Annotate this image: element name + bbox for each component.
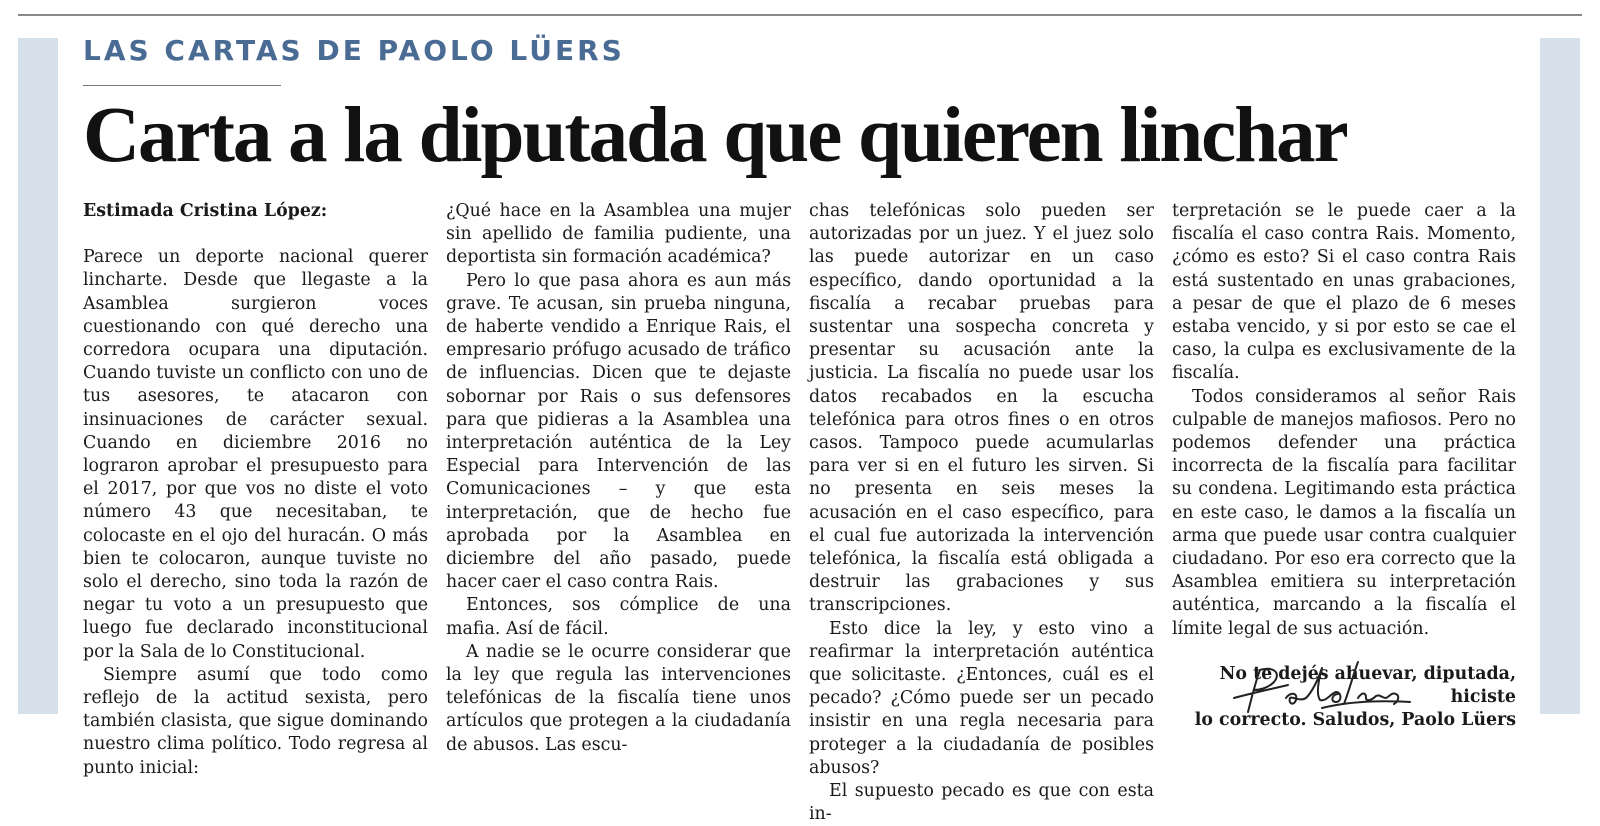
headline: Carta a la diputada que quieren linchar	[83, 92, 1347, 179]
signoff-line: No te dejés ahuevar, diputada, hiciste	[1219, 663, 1516, 708]
right-side-band	[1540, 38, 1580, 714]
top-rule	[18, 14, 1582, 16]
article-column-2	[446, 200, 791, 757]
paragraph: A nadie se le ocurre considerar que la ley que regula las intervenciones telefónicas de la fiscalía tiene unos artículos que protegen a la ciudadanía de abusos. Las escu-	[446, 641, 791, 755]
signoff-line: lo correcto. Saludos, Paolo Lüers	[1194, 710, 1516, 731]
handwritten-signature	[1226, 652, 1416, 722]
paragraph: chas telefónicas solo pueden ser autorizadas por un juez. Y el juez solo las puede autorizar en un caso específico, dando oportunidad a la fiscalía a recabar pruebas para sustentar una sospecha concreta y presentar su acusación ante la justicia. La fiscalía no puede usar los datos recabados en la escucha telefónica para otros fines o en otros casos. Tampoco puede acumularlas para ver si en el futuro les sirven. Si no presenta en seis meses la acusación en el caso específico, para el cual fue autorizada la intervención telefónica, la fiscalía está obligada a destruir las grabaciones y sus transcripciones.	[809, 201, 1154, 616]
paragraph: El supuesto pecado es que con esta in-	[809, 781, 1154, 825]
salutation: Estimada Cristina López:	[83, 201, 328, 221]
article-column-3	[809, 200, 1154, 826]
paragraph: Entonces, sos cómplice de una mafia. Así de fácil.	[446, 595, 791, 639]
article-column-1	[83, 200, 428, 780]
section-label: LAS CARTAS DE PAOLO LÜERS	[83, 34, 625, 67]
paragraph: terpretación se le puede caer a la fiscalía el caso contra Rais. Momento, ¿cómo es esto? Si el caso contra Rais está sustentado en unas grabaciones, a pesar de que el plazo de 6 meses estaba vencido, y si por esto se cae el caso, la culpa es exclusivamente de la fiscalía.	[1172, 201, 1516, 384]
paragraph: Siempre asumí que todo como reflejo de la actitud sexista, pero también clasista, que sigue dominando nuestro clima político. Todo regresa al punto inicial:	[83, 664, 428, 778]
left-side-band	[18, 38, 58, 714]
paragraph: Esto dice la ley, y esto vino a reafirmar la interpretación auténtica que solicitaste. ¿Entonces, cuál es el pecado? ¿Cómo puede ser un pecado insistir en una regla necesaria para proteger a la ciudadanía de posibles abusos?	[809, 618, 1154, 778]
paragraph: ¿Qué hace en la Asamblea una mujer sin apellido de familia pudiente, una deportista sin formación académica?	[446, 201, 791, 268]
paragraph: Todos consideramos al señor Rais culpable de manejos mafiosos. Pero no podemos defender una práctica incorrecta de la fiscalía para facilitar su condena. Legitimando esta práctica en este caso, le damos a la fiscalía un arma que puede usar contra cualquier ciudadano. Por eso era correcto que la Asamblea emitiera su interpretación auténtica, marcando a la fiscalía el límite legal de sus actuación.	[1172, 386, 1516, 639]
paragraph: Parece un deporte nacional querer lincharte. Desde que llegaste a la Asamblea surgieron voces cuestionando con qué derecho una corredora ocupara una diputación. Cuando tuviste un conflicto con uno de tus asesores, te atacaron con insinuaciones de carácter sexual. Cuando en diciembre 2016 no lograron aprobar el presupuesto para el 2017, por que vos no diste el voto número 43 que necesitaban, te colocaste en el ojo del huracán. O más bien te colocaron, aunque tuviste no solo el derecho, sino toda la razón de negar tu voto a un presupuesto que luego fue declarado inconstitucional por la Sala de lo Constitucional.	[83, 247, 428, 662]
paragraph: Pero lo que pasa ahora es aun más grave. Te acusan, sin prueba ninguna, de haberte vendido a Enrique Rais, el empresario prófugo acusado de tráfico de influencias. Dicen que te dejaste sobornar por Rais o sus defensores para que pidieras a la Asamblea una interpretación auténtica de la Ley Especial para Intervención de las Comunicaciones – y que esta interpretación, que de hecho fue aprobada por la Asamblea en diciembre del año pasado, puede hacer caer el caso contra Rais.	[446, 270, 791, 593]
